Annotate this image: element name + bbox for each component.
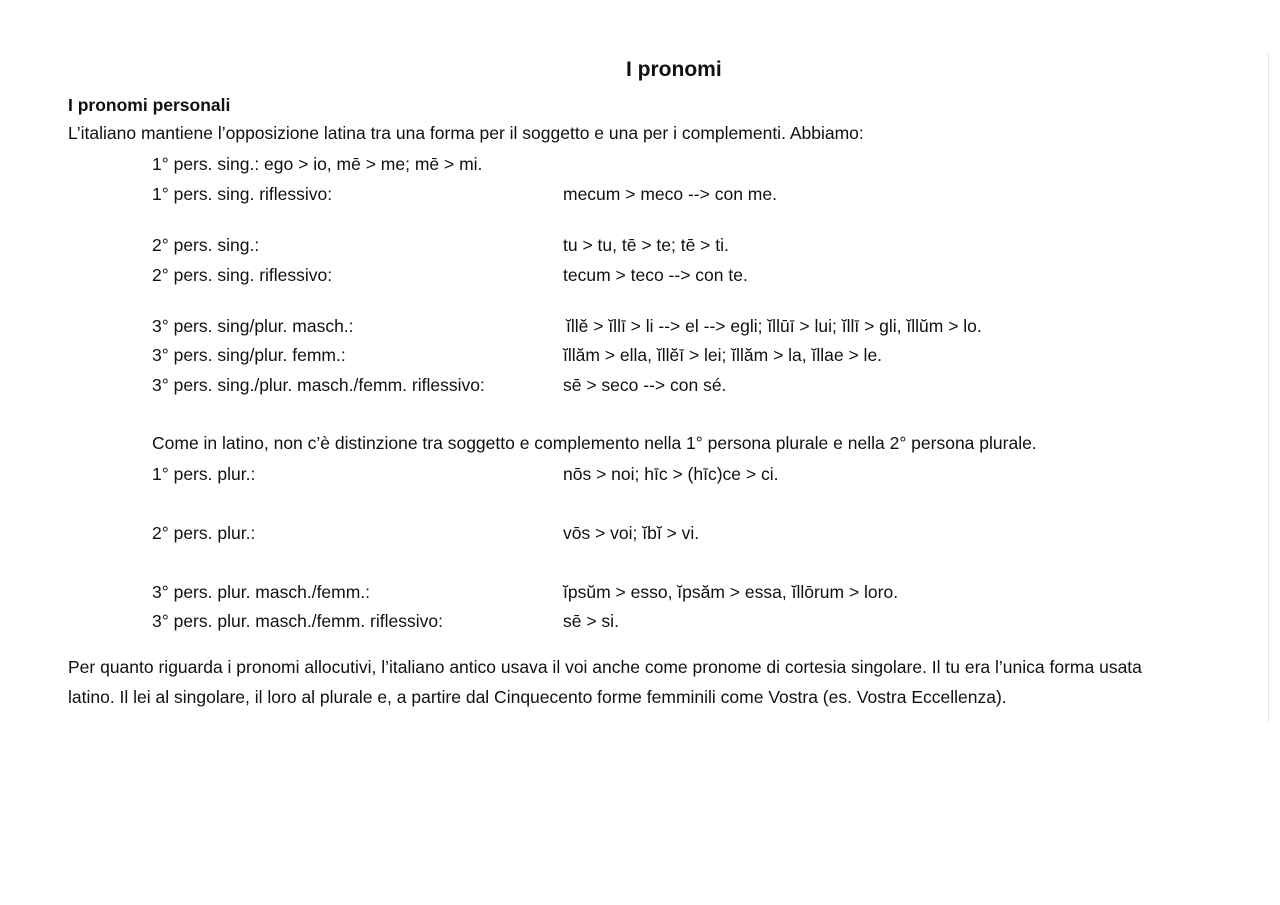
pronoun-label: 3° pers. sing/plur. femm.: xyxy=(152,345,346,365)
pronoun-label: 3° pers. sing./plur. masch./femm. riflessivo: xyxy=(152,375,485,395)
pronoun-label: 3° pers. sing/plur. masch.: xyxy=(152,316,354,336)
pronoun-label: 1° pers. plur.: xyxy=(152,464,256,484)
pronoun-label: 2° pers. plur.: xyxy=(152,523,256,543)
pronoun-derivation: vōs > voi; ĭbĭ > vi. xyxy=(563,523,700,543)
pronoun-derivation: ĭllăm > ella, ĭllĕī > lei; ĭllăm > la, ĭllae > le. xyxy=(563,345,883,365)
pronoun-derivation: ĭpsŭm > esso, ĭpsăm > essa, ĭllōrum > loro. xyxy=(563,582,899,602)
pronoun-derivation: tu > tu, tē > te; tē > ti. xyxy=(563,235,729,255)
pronoun-derivation: sē > seco --> con sé. xyxy=(563,375,727,395)
section-heading: I pronomi personali xyxy=(68,95,231,115)
pronoun-label: 1° pers. sing. riflessivo: xyxy=(152,184,333,204)
pronoun-derivation: mecum > meco --> con me. xyxy=(563,184,777,204)
pronoun-label: 2° pers. sing.: xyxy=(152,235,260,255)
closing-paragraph-line: Per quanto riguarda i pronomi allocutivi, l’italiano antico usava il voi anche come pronome di cortesia singolare. Il tu era l’unica forma usata xyxy=(68,657,1142,677)
pronoun-label: 2° pers. sing. riflessivo: xyxy=(152,265,333,285)
pronoun-label: 3° pers. plur. masch./femm.: xyxy=(152,582,371,602)
pronoun-derivation: nōs > noi; hīc > (hīc)ce > ci. xyxy=(563,464,779,484)
pronoun-derivation: ĭllĕ > ĭllī > li --> el --> egli; ĭllūī > lui; ĭllī > gli, ĭllŭm > lo. xyxy=(566,316,982,336)
pronoun-label: 1° pers. sing.: ego > io, mē > me; mē > mi. xyxy=(152,154,483,174)
pronoun-derivation: sē > si. xyxy=(563,611,619,631)
plural-note: Come in latino, non c’è distinzione tra soggetto e complemento nella 1° persona plurale e nella 2° persona plurale. xyxy=(152,433,1037,453)
pronoun-derivation: tecum > teco --> con te. xyxy=(563,265,748,285)
page-edge-divider xyxy=(1268,52,1269,722)
page-title: I pronomi xyxy=(626,58,722,81)
pronoun-row xyxy=(152,152,482,176)
intro-paragraph: L’italiano mantiene l’opposizione latina tra una forma per il soggetto e una per i complementi. Abbiamo: xyxy=(68,123,864,143)
closing-paragraph-line: latino. Il lei al singolare, il loro al plurale e, a partire dal Cinquecento forme femminili come Vostra (es. Vostra Eccellenza). xyxy=(68,687,1007,707)
pronoun-label: 3° pers. plur. masch./femm. riflessivo: xyxy=(152,611,443,631)
